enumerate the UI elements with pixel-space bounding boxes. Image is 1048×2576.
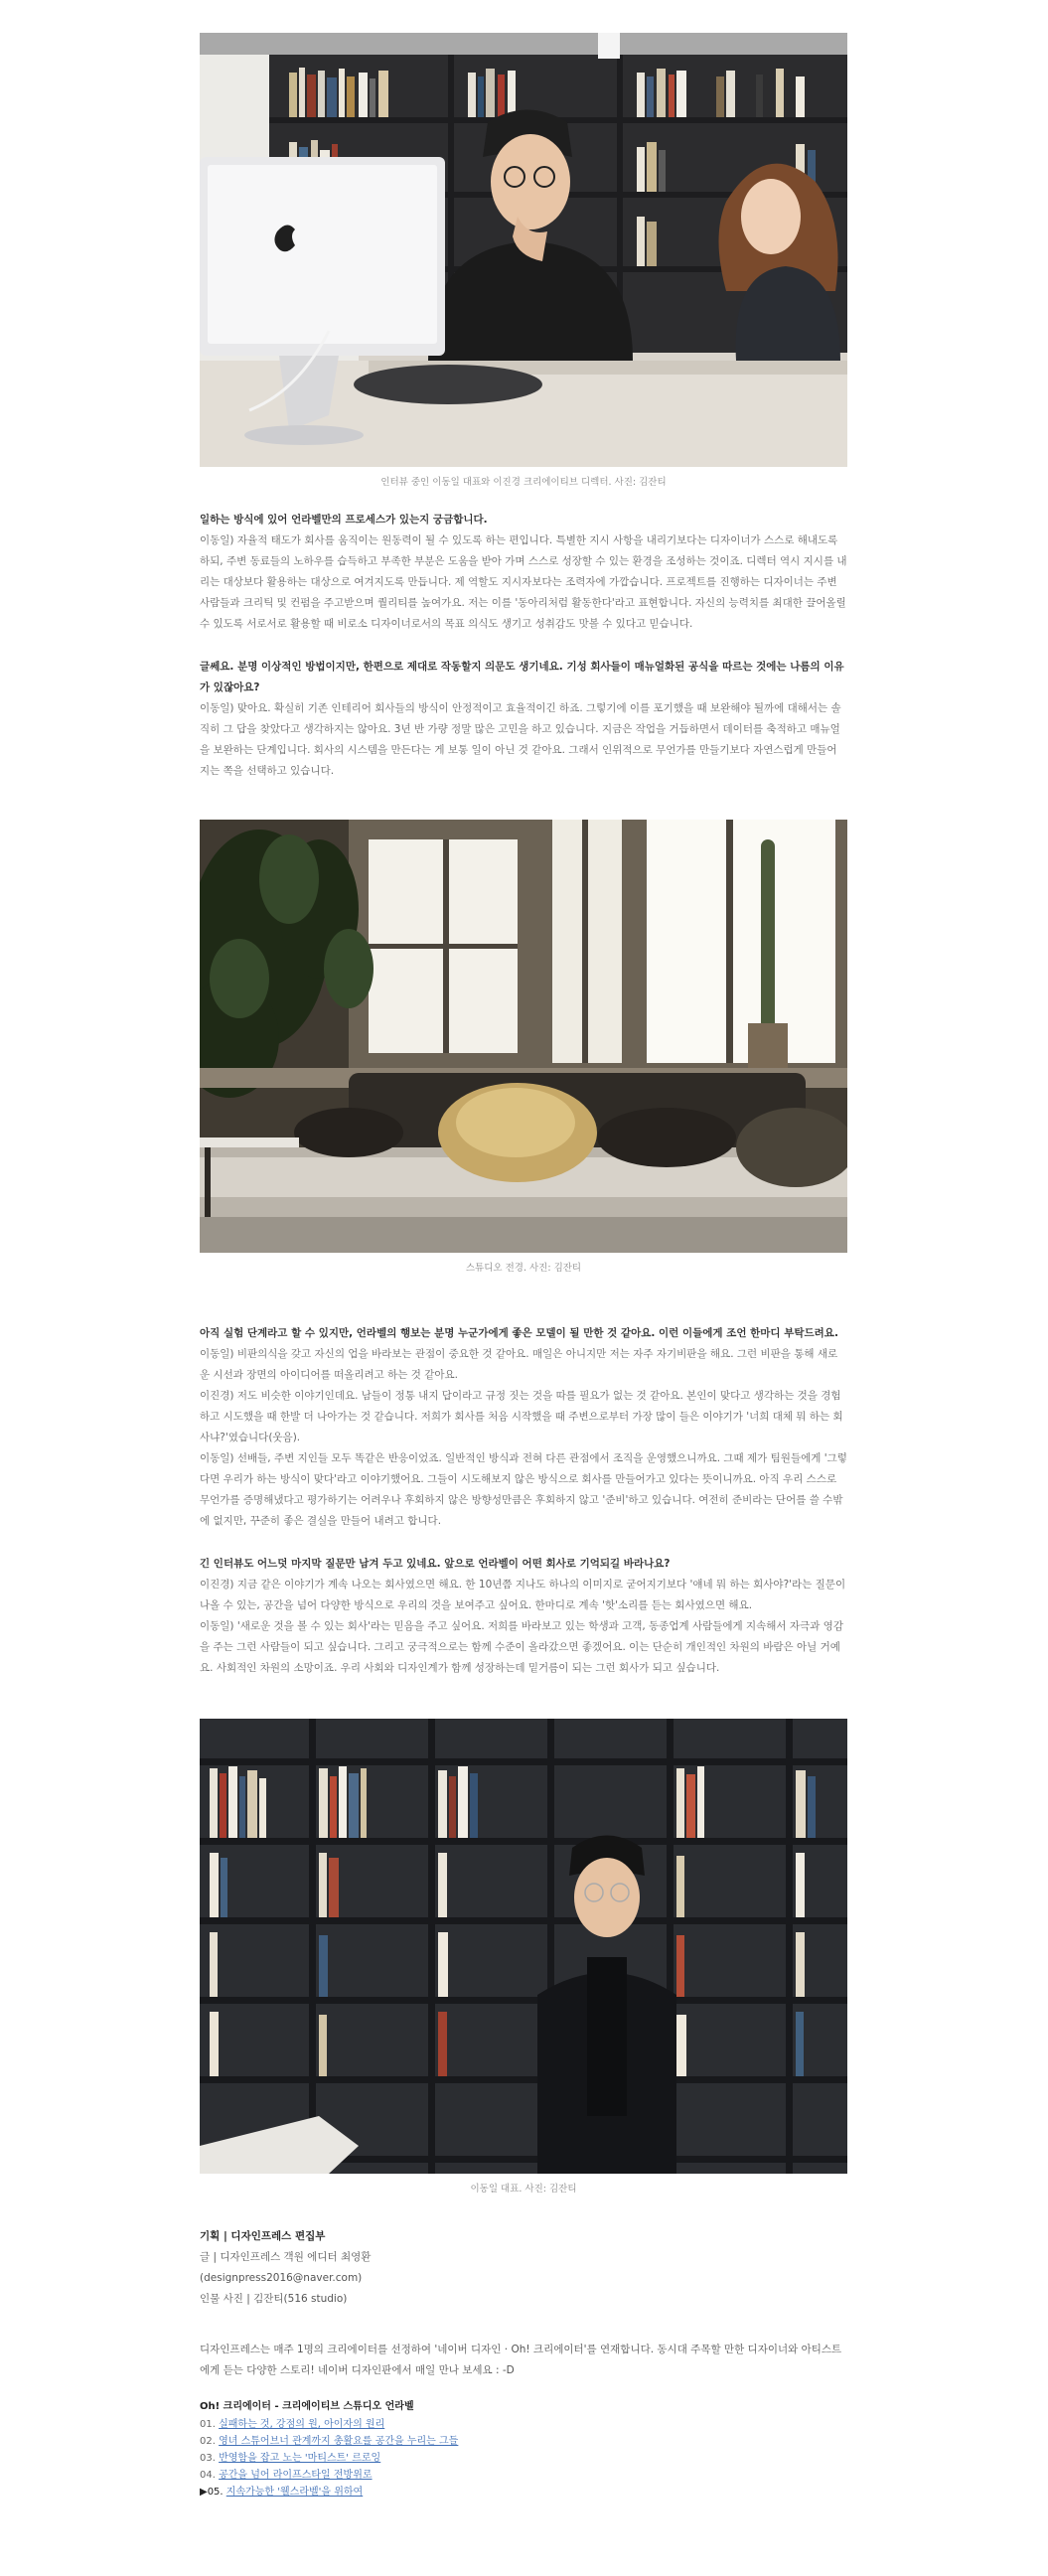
- qa-block: [200, 1323, 847, 1532]
- interview-photo: [200, 33, 847, 467]
- series-item[interactable]: [200, 2450, 847, 2467]
- series-item-number: 04.: [200, 2470, 216, 2481]
- qa-block: [200, 1554, 847, 1679]
- series-item-current[interactable]: [200, 2484, 847, 2500]
- series-list: [200, 2416, 847, 2500]
- series-item-link[interactable]: 반영함을 잡고 노는 '마티스트' 르로잉: [219, 2453, 381, 2464]
- credits-planning: 기획 | 디자인프레스 편집부: [200, 2230, 326, 2242]
- article: [200, 33, 847, 2500]
- credits-email: (designpress2016@naver.com): [200, 2272, 363, 2284]
- series-item[interactable]: [200, 2416, 847, 2433]
- portrait-photo-illustration: [200, 1719, 847, 2174]
- series-item-number: 02.: [200, 2436, 216, 2447]
- question: 일하는 방식에 있어 언라벨만의 프로세스가 있는지 궁금합니다.: [200, 514, 488, 526]
- series-item-link[interactable]: 지속가능한 '웰스라벨'을 위하여: [225, 2487, 364, 2498]
- series-item-link[interactable]: 실패하는 것, 강점의 원, 아이자의 원리: [219, 2419, 385, 2430]
- interview-photo-illustration: [200, 33, 847, 467]
- series-item[interactable]: [200, 2433, 847, 2450]
- answer: 이동일) 자율적 태도가 회사를 움직이는 원동력이 될 수 있도록 하는 편입니다. 특별한 지시 사항을 내리기보다는 디자이너가 스스로 해내도록 하되, 주변 동료들의 노하우를 습득하고 부족한 부분은 도움을 받아 가며 스스로 성장할 수 있는 환경을 조성하는 것이죠. 디렉터 역시 지시를 내리는 대상보다 활용하는 대상으로 여겨지도록 만듭니다. 제 역할도 지시자보다는 조력자에 가깝습니다. 프로젝트를 진행하는 디자이너는 주변 사람들과 크리틱 및 컨펌을 주고받으며 퀄리티를 높여가요. 저는 이를 '동아리처럼 활동한다'라고 표현합니다. 자신의 능력치를 최대한 끌어올릴 수 있도록 서로서로 활용할 때 비로소 디자이너로서의 목표 의식도 생기고 성취감도 맛볼 수 있다고 믿습니다.: [200, 534, 847, 630]
- qa-block: [200, 510, 847, 635]
- question: 긴 인터뷰도 어느덧 마지막 질문만 남겨 두고 있네요. 앞으로 언라벨이 어떤 회사로 기억되길 바라나요?: [200, 1558, 671, 1570]
- answer: 이동일) 맞아요. 확실히 기존 인테리어 회사들의 방식이 안정적이고 효율적이긴 하죠. 그렇기에 이를 포기했을 때 보완해야 될까에 대해서는 솔직히 그 답을 찾았다고 생각하지는 않아요. 3년 반 가량 정말 많은 고민을 하고 있습니다. 지금은 작업을 거듭하면서 데이터를 축적하고 매뉴얼을 보완하는 단계입니다. 회사의 시스템을 만든다는 게 보통 일이 아닌 것 같아요. 그래서 인위적으로 무언가를 만들기보다 자연스럽게 만들어 지는 쪽을 선택하고 있습니다.: [200, 702, 841, 777]
- series-item[interactable]: [200, 2467, 847, 2484]
- series-item-link[interactable]: 공간을 넘어 라이프스타일 전방위로: [219, 2470, 373, 2481]
- answer: 이동일) 비판의식을 갖고 자신의 업을 바라보는 관점이 중요한 것 같아요. 매일은 아니지만 저는 자주 자기비판을 해요. 그런 비판을 통해 새로운 시선과 장면의 아이디어를 떠올리려고 하는 것 같아요. 이진경) 저도 비슷한 이야기인데요. 남들이 정통 내지 답이라고 규정 짓는 것을 따를 필요가 없는 것 같아요. 본인이 맞다고 생각하는 것을 경험하고 시도했을 때 한발 더 나아가는 것 같습니다. 저희가 회사를 처음 시작했을 때 주변으로부터 가장 많이 들은 이야기가 '너희 대체 뭐 하는 회사냐?'였습니다(웃음). 이동일) 선배들, 주변 지인들 모두 똑같은 반응이었죠. 일반적인 방식과 전혀 다른 관점에서 조직을 운영했으니까요. 그때 제가 팀원들에게 '그렇다면 우리가 하는 방식이 맞다'라고 이야기했어요. 그들이 시도해보지 않은 방식으로 회사를 만들어가고 있다는 뜻이니까요. 아직 우리 스스로 무언가를 증명해냈다고 평가하기는 어려우나 후회하지 않은 방향성만큼은 후회하지 않고 '준비'하고 있습니다. 여전히 준비라는 단어를 쓸 수밖에 없지만, 꾸준히 좋은 결실을 만들어 내려고 합니다.: [200, 1348, 847, 1527]
- series-item-link[interactable]: 영녀 스튜어브너 관계까지 총활요를 공간을 누리는 그들: [219, 2436, 459, 2447]
- series-item-number: 03.: [200, 2453, 216, 2464]
- portrait-photo: [200, 1719, 847, 2174]
- studio-photo-illustration: [200, 820, 847, 1253]
- series-title: Oh! 크리에이터 - 크리에이티브 스튜디오 언라벨: [200, 2401, 414, 2412]
- credits-writer: 글 | 디자인프레스 객원 에디터 최영환: [200, 2251, 372, 2263]
- credits: [200, 2226, 847, 2310]
- series-item-number: 01.: [200, 2419, 216, 2430]
- studio-photo: [200, 820, 847, 1253]
- question: 아직 실험 단계라고 할 수 있지만, 언라벨의 행보는 분명 누군가에게 좋은 모델이 될 만한 것 같아요. 이런 이들에게 조언 한마디 부탁드려요.: [200, 1327, 838, 1339]
- photo-caption: 인터뷰 중인 이동일 대표와 이진경 크리에이티브 디렉터. 사진: 김잔티: [380, 477, 667, 488]
- photo-caption: 이동일 대표. 사진: 김잔티: [470, 2184, 577, 2195]
- series-intro: 디자인프레스는 매주 1명의 크리에이터를 선정하여 '네이버 디자인 · Oh! 크리에이터'를 연재합니다. 동시대 주목할 만한 디자이너와 아티스트에게 듣는 다양한 스토리! 네이버 디자인판에서 매일 만나 보세요 : -D: [200, 2344, 842, 2376]
- photo-caption: 스튜디오 전경. 사진: 김잔티: [465, 1263, 582, 1274]
- credits-photographer: 인물 사진 | 김잔티(516 studio): [200, 2293, 348, 2305]
- series-item-number: ▶05.: [200, 2487, 224, 2498]
- answer: 이진경) 지금 같은 이야기가 계속 나오는 회사였으면 해요. 한 10년쯤 지나도 하나의 이미지로 굳어지기보다 '얘네 뭐 하는 회사야?'라는 질문이 나올 수 있는, 공간을 넘어 다양한 방식으로 우리의 것을 보여주고 싶어요. 한마디로 계속 '핫'소리를 듣는 회사였으면 해요. 이동일) '새로운 것을 볼 수 있는 회사'라는 믿음을 주고 싶어요. 저희를 바라보고 있는 학생과 고객, 동종업계 사람들에게 지속해서 자극과 영감을 주는 그런 사람들이 되고 싶습니다. 그리고 궁극적으로는 함께 수준이 올라갔으면 좋겠어요. 이는 단순히 개인적인 차원의 바람은 아닐 거예요. 사회적인 차원의 소망이죠. 우리 사회와 디자인계가 함께 성장하는데 밑거름이 되는 그런 회사가 되고 싶습니다.: [200, 1579, 846, 1674]
- question: 글쎄요. 분명 이상적인 방법이지만, 한편으로 제대로 작동할지 의문도 생기네요. 기성 회사들이 매뉴얼화된 공식을 따르는 것에는 나름의 이유가 있잖아요?: [200, 661, 844, 693]
- qa-block: [200, 657, 847, 782]
